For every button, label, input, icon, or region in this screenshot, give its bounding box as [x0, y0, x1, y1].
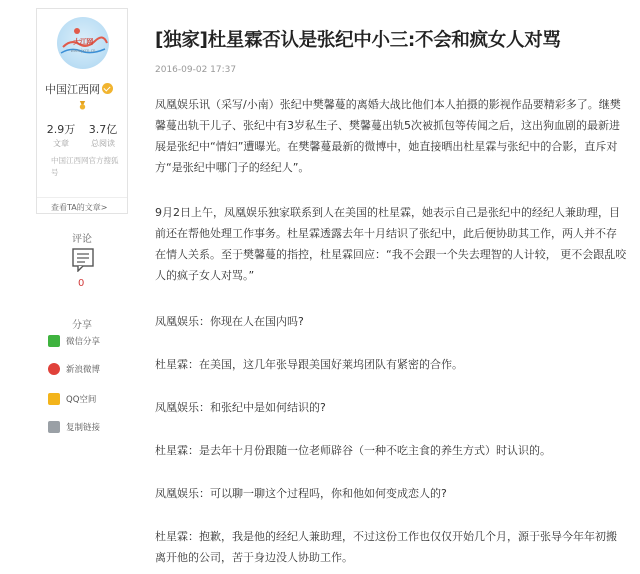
share-wechat-button[interactable]: [48, 334, 100, 348]
share-wechat-label: 微信分享: [66, 337, 101, 347]
stat-articles-label: 文章: [53, 139, 69, 148]
article-paragraph: 杜星霖：抱歉，我是他的经纪人兼助理，不过这份工作也仅仅开始几个月，源于张导今年年初搬离开他的公司，苦于身边没人协助工作。: [155, 530, 617, 564]
copy-link-label: 复制链接: [66, 423, 101, 433]
account-description: 中国江西网官方搜狐号: [51, 156, 119, 177]
article-paragraph: 凤凰娱乐：可以聊一聊这个过程吗，你和他如何变成恋人的?: [155, 487, 447, 500]
article-paragraph: 凤凰娱乐讯（采写/小南）张纪中樊馨蔓的离婚大战比他们本人拍摄的影视作品要精彩多了。继樊馨蔓出轨干儿子、张纪中有3岁私生子、樊馨蔓出轨5次被抓包等传闻之后，这出狗血剧的最新进展是张纪中“情妇”遭曝光。在樊馨蔓最新的微博中，她直接晒出杜星霖与张纪中的合影，直斥对方“是张纪中哪门子的经纪人”。: [155, 98, 621, 174]
stat-articles: [41, 121, 81, 149]
view-articles-link[interactable]: 查看TA的文章>: [51, 203, 108, 212]
comment-count[interactable]: 0: [78, 278, 85, 289]
article-paragraph: 凤凰娱乐：和张纪中是如何结识的?: [155, 401, 326, 414]
stat-articles-value: 2.9万: [46, 123, 76, 136]
medal-icon: [78, 101, 87, 110]
stat-reads: [83, 121, 123, 149]
copy-link-button[interactable]: [48, 420, 100, 434]
share-weibo-button[interactable]: [48, 362, 100, 376]
share-qzone-label: QQ空间: [66, 395, 97, 405]
weibo-icon: [48, 363, 60, 375]
stat-reads-value: 3.7亿: [88, 123, 118, 136]
account-name[interactable]: [45, 81, 113, 97]
verified-badge-icon: [102, 83, 113, 94]
author-card: [36, 8, 128, 214]
qzone-star-icon: [48, 393, 60, 405]
comment-label: 评论: [72, 234, 92, 245]
share-label: 分享: [72, 320, 92, 331]
article-date: 2016-09-02 17:37: [155, 65, 237, 75]
account-logo[interactable]: [57, 17, 109, 69]
share-qzone-button[interactable]: [48, 392, 96, 406]
article-paragraph: 9月2日上午，凤凰娱乐独家联系到人在美国的杜星霖，她表示自己是张纪中的经纪人兼助理，目前还在帮他处理工作事务。杜星霖透露去年十月结识了张纪中，此后便协助其工作，两人并不存在情人关系。至于樊馨蔓的指控，杜星霖回应：“我不会跟一个失去理智的人计较， 更不会跟乱咬人的疯子女人对骂。”: [155, 206, 627, 282]
share-weibo-label: 新浪微博: [66, 365, 101, 375]
card-divider: [37, 197, 127, 198]
article-paragraph: 凤凰娱乐：你现在人在国内吗?: [155, 315, 304, 328]
copy-link-icon: [48, 421, 60, 433]
stat-reads-label: 总阅读: [91, 139, 115, 148]
comment-icon[interactable]: [72, 248, 94, 272]
logo-text: 大江网: [73, 38, 93, 46]
article-paragraph: 杜星霖：在美国，这几年张导跟美国好莱坞团队有紧密的合作。: [155, 358, 463, 371]
wechat-icon: [48, 335, 60, 347]
account-name-text[interactable]: 中国江西网: [45, 83, 100, 96]
article-title: [独家]杜星霖否认是张纪中小三:不会和疯女人对骂: [155, 30, 561, 51]
logo-subtext: www.jxcn.cn: [70, 48, 96, 53]
article-paragraph: 杜星霖：是去年十月份跟随一位老师辟谷（一种不吃主食的养生方式）时认识的。: [155, 444, 551, 457]
